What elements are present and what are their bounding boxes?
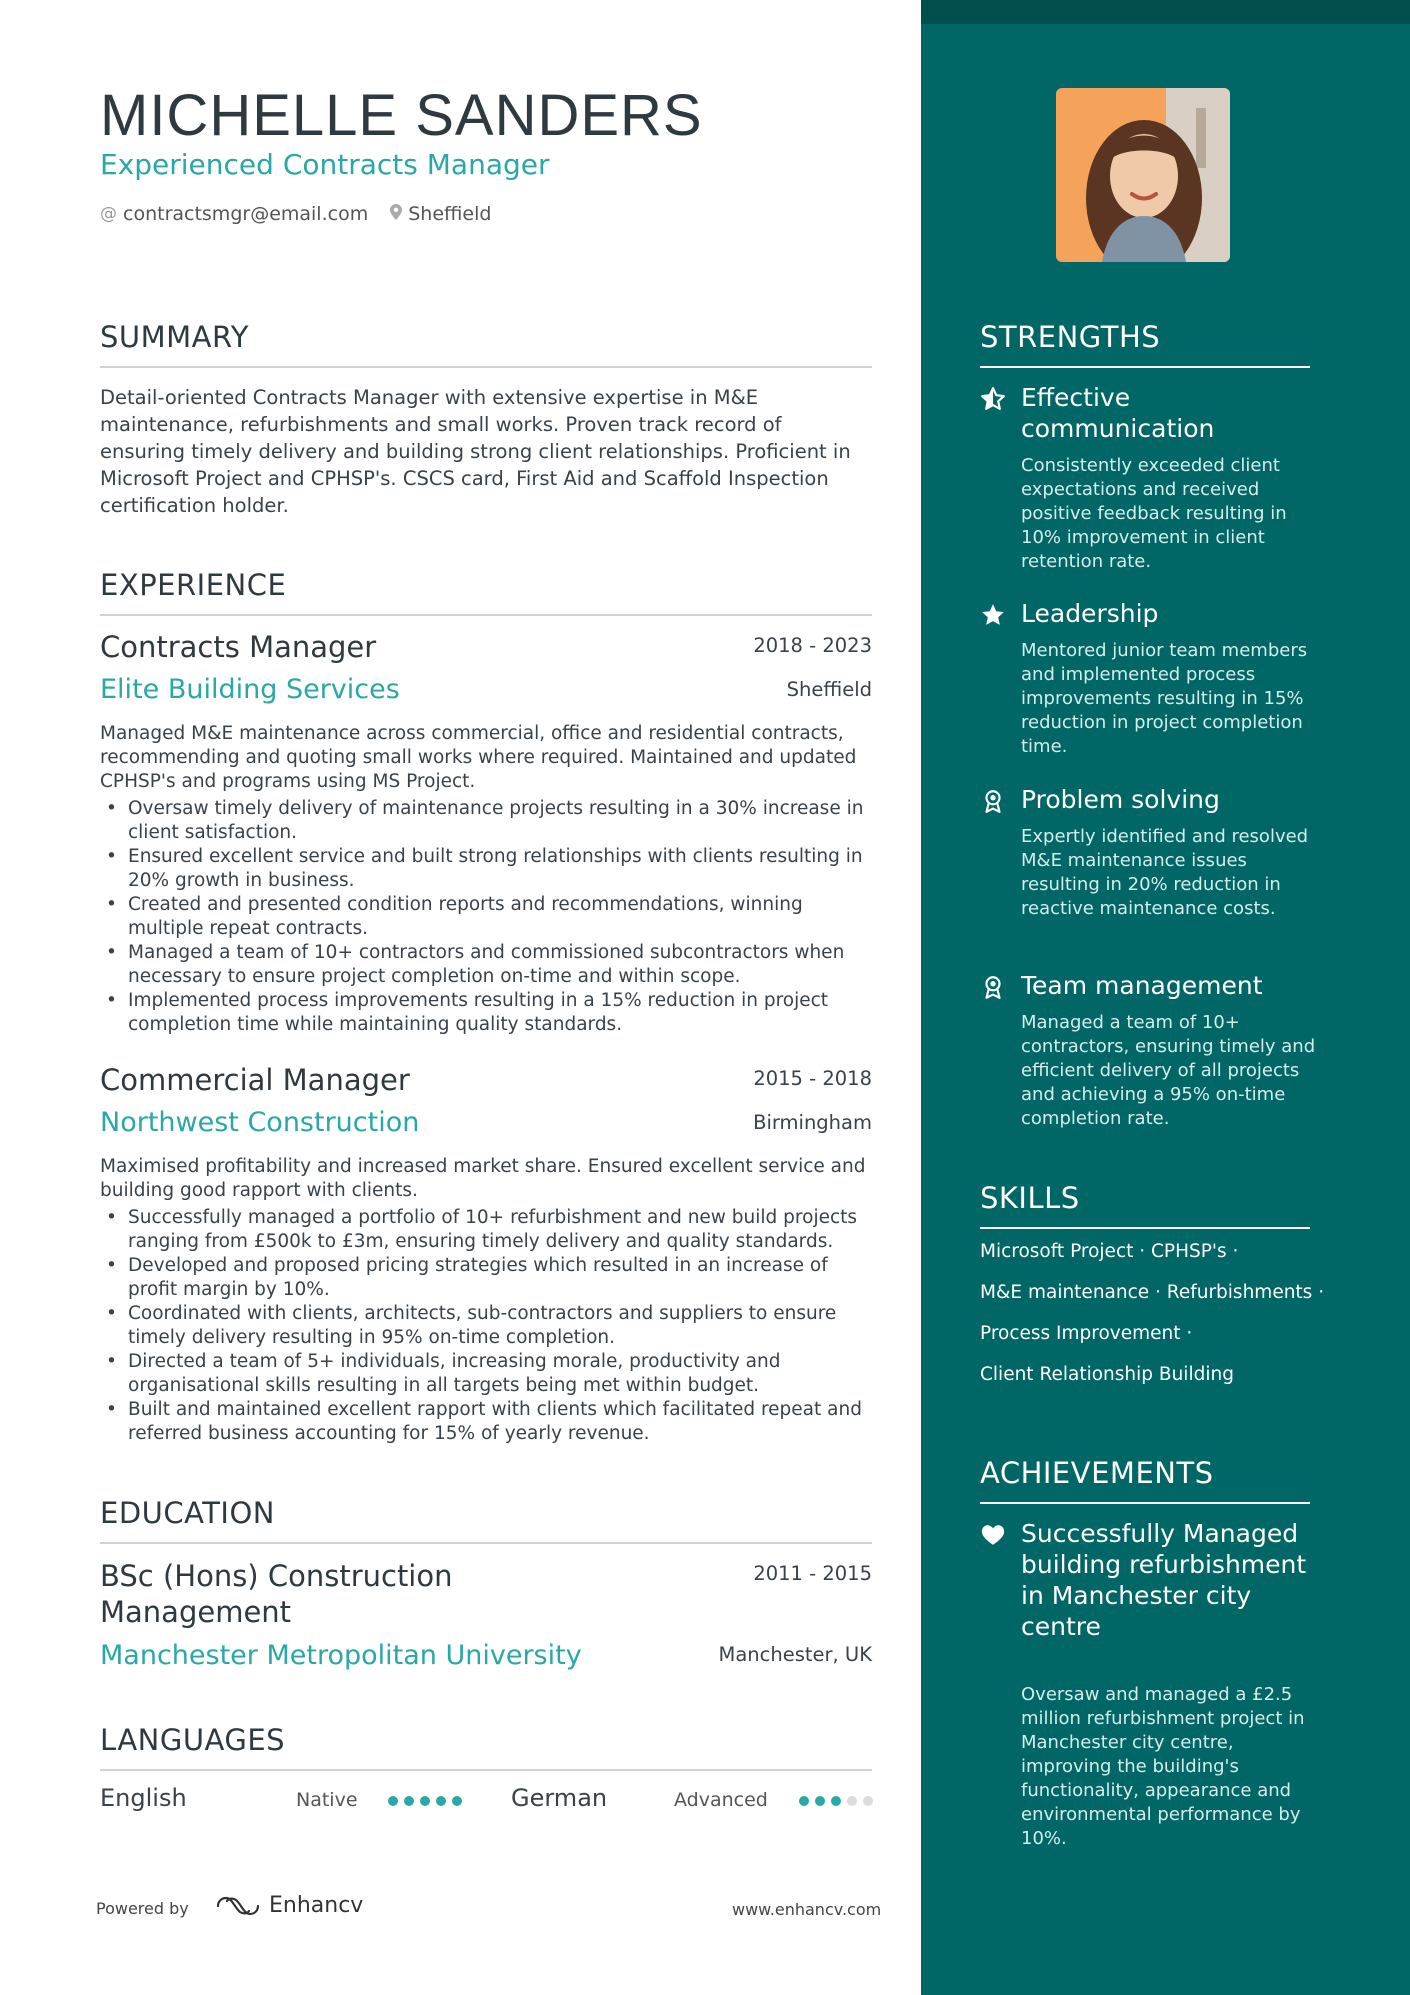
job-title: Commercial Manager <box>100 1063 410 1097</box>
rating-dot-filled <box>404 1796 414 1806</box>
sidebar-top-bar <box>921 0 1410 24</box>
star-half-icon <box>980 386 1006 412</box>
job-location: Birmingham <box>753 1111 872 1134</box>
at-icon: @ <box>100 204 117 224</box>
strength-body: Mentored junior team members and implemented process improvements resulting in 15% reduction in project completion time. <box>1021 640 1308 757</box>
list-item: • Managed a team of 10+ contractors and commissioned subcontractors when necessary to ensure project completion on-time and within scope. <box>100 941 872 989</box>
list-item: • Ensured excellent service and built strong relationships with clients resulting in 20% growth in business. <box>100 845 872 893</box>
skill-line: M&E maintenance · Refurbishments · <box>980 1282 1325 1303</box>
rating-dot-filled <box>420 1796 430 1806</box>
job-dates: 2015 - 2018 <box>753 1067 872 1090</box>
enhancv-logo[interactable] <box>215 1893 363 1918</box>
strength-title-line: communication <box>1021 414 1215 443</box>
achievement-title: Successfully Managed building refurbishment in Manchester city centre <box>1021 1519 1307 1641</box>
language-level: Native <box>296 1789 358 1811</box>
strength-item <box>980 784 1320 944</box>
job-location: Sheffield <box>786 678 872 701</box>
skills-list <box>980 1240 1340 1404</box>
rating-dot-filled <box>436 1796 446 1806</box>
school-name: Manchester Metropolitan University <box>100 1640 582 1671</box>
strength-title: Problem solving <box>1021 785 1220 814</box>
list-item: • Oversaw timely delivery of maintenance projects resulting in a 30% increase in client satisfaction. <box>100 797 872 845</box>
job-bullets <box>100 797 872 1037</box>
location-pin-icon <box>390 204 402 225</box>
list-item: • Built and maintained excellent rapport with clients which facilitated repeat and referred business accounting for 15% of yearly revenue. <box>100 1398 872 1446</box>
summary-heading: SUMMARY <box>100 320 872 368</box>
footer-url[interactable]: www.enhancv.com <box>732 1900 882 1919</box>
location-text: Sheffield <box>408 203 492 225</box>
list-item: • Developed and proposed pricing strategies which resulted in an increase of profit margin by 10%. <box>100 1254 872 1302</box>
job-company: Northwest Construction <box>100 1107 420 1138</box>
strength-body: Consistently exceeded client expectations and received positive feedback resulting in 10% improvement in client retention rate. <box>1021 455 1287 572</box>
strength-title-line: Effective <box>1021 383 1131 412</box>
achievement-body: Oversaw and managed a £2.5 million refurbishment project in Manchester city centre, improving the building's functionality, appearance and environmental performance by 10%. <box>1021 1684 1305 1849</box>
rating-dot-filled <box>799 1796 809 1806</box>
strength-title: Team management <box>1021 971 1263 1000</box>
education-heading: EDUCATION <box>100 1496 872 1544</box>
strength-item <box>980 970 1320 1130</box>
list-item: • Implemented process improvements resulting in a 15% reduction in project completion time while maintaining quality standards. <box>100 989 872 1037</box>
heart-icon <box>980 1522 1006 1548</box>
list-item: • Created and presented condition reports and recommendations, winning multiple repeat contracts. <box>100 893 872 941</box>
strength-title <box>1021 382 1321 444</box>
candidate-role: Experienced Contracts Manager <box>100 148 550 181</box>
job-dates: 2018 - 2023 <box>753 634 872 657</box>
strength-item <box>980 382 1320 582</box>
languages-heading: LANGUAGES <box>100 1723 872 1771</box>
language-name: German <box>511 1784 608 1812</box>
language-rating <box>799 1796 873 1806</box>
enhancv-logo-icon <box>215 1895 261 1917</box>
language-rating <box>388 1796 462 1806</box>
skill-line: Microsoft Project · CPHSP's · <box>980 1241 1239 1262</box>
list-item: • Coordinated with clients, architects, sub-contractors and suppliers to ensure timely delivery resulting in 95% on-time completion. <box>100 1302 872 1350</box>
job-title: Contracts Manager <box>100 630 377 664</box>
contact-line <box>100 203 491 225</box>
skill-line: Client Relationship Building <box>980 1364 1234 1385</box>
powered-by-label: Powered by <box>96 1899 189 1918</box>
sidebar <box>921 0 1410 1995</box>
skills-heading: SKILLS <box>980 1181 1310 1229</box>
email-text[interactable]: contractsmgr@email.com <box>123 203 369 225</box>
job-bullets <box>100 1206 872 1446</box>
degree-line: BSc (Hons) Construction <box>100 1559 453 1593</box>
degree-line: Management <box>100 1595 292 1629</box>
achievement-item <box>980 1518 1320 1858</box>
language-name: English <box>100 1784 187 1812</box>
star-icon <box>980 602 1006 628</box>
list-item: • Successfully managed a portfolio of 10+ refurbishment and new build projects ranging from £500k to £3m, ensuring timely delivery and quality standards. <box>100 1206 872 1254</box>
strength-item <box>980 598 1320 758</box>
rating-dot-filled <box>815 1796 825 1806</box>
school-location: Manchester, UK <box>718 1643 872 1666</box>
profile-photo <box>1056 88 1230 262</box>
strengths-heading: STRENGTHS <box>980 320 1310 368</box>
strength-body: Expertly identified and resolved M&E maintenance issues resulting in 20% reduction in reactive maintenance costs. <box>1021 826 1309 919</box>
education-dates: 2011 - 2015 <box>753 1562 872 1585</box>
rating-dot-filled <box>452 1796 462 1806</box>
experience-heading: EXPERIENCE <box>100 568 872 616</box>
candidate-name: MICHELLE SANDERS <box>100 83 703 148</box>
job-description: Maximised profitability and increased market share. Ensured excellent service and building good rapport with clients. <box>100 1156 866 1201</box>
language-level: Advanced <box>674 1789 768 1811</box>
strength-body: Managed a team of 10+ contractors, ensuring timely and efficient delivery of all projects and achieving a 95% on-time completion rate. <box>1021 1012 1316 1129</box>
summary-text: Detail-oriented Contracts Manager with extensive expertise in M&E maintenance, refurbishments and small works. Proven track record of ensuring timely delivery and building strong client relationships. Proficient in Microsoft Project and CPHSP's. CSCS card, First Aid and Scaffold Inspection certification holder. <box>100 386 851 517</box>
rating-dot-empty <box>847 1796 857 1806</box>
degree-title <box>100 1558 453 1630</box>
list-item: • Directed a team of 5+ individuals, increasing morale, productivity and organisational skills resulting in all targets being met within budget. <box>100 1350 872 1398</box>
rating-dot-filled <box>388 1796 398 1806</box>
rating-dot-empty <box>863 1796 873 1806</box>
rating-dot-filled <box>831 1796 841 1806</box>
strength-title: Leadership <box>1021 599 1159 628</box>
job-description: Managed M&E maintenance across commercial, office and residential contracts, recommending and quoting small works where required. Maintained and updated CPHSP's and programs using MS Project. <box>100 723 857 792</box>
enhancv-brand-text: Enhancv <box>269 1893 364 1918</box>
award-icon <box>980 788 1006 814</box>
languages-row <box>100 1784 872 1818</box>
award-icon <box>980 974 1006 1000</box>
achievements-heading: ACHIEVEMENTS <box>980 1456 1310 1504</box>
job-company: Elite Building Services <box>100 674 400 705</box>
skill-line: Process Improvement · <box>980 1323 1193 1344</box>
